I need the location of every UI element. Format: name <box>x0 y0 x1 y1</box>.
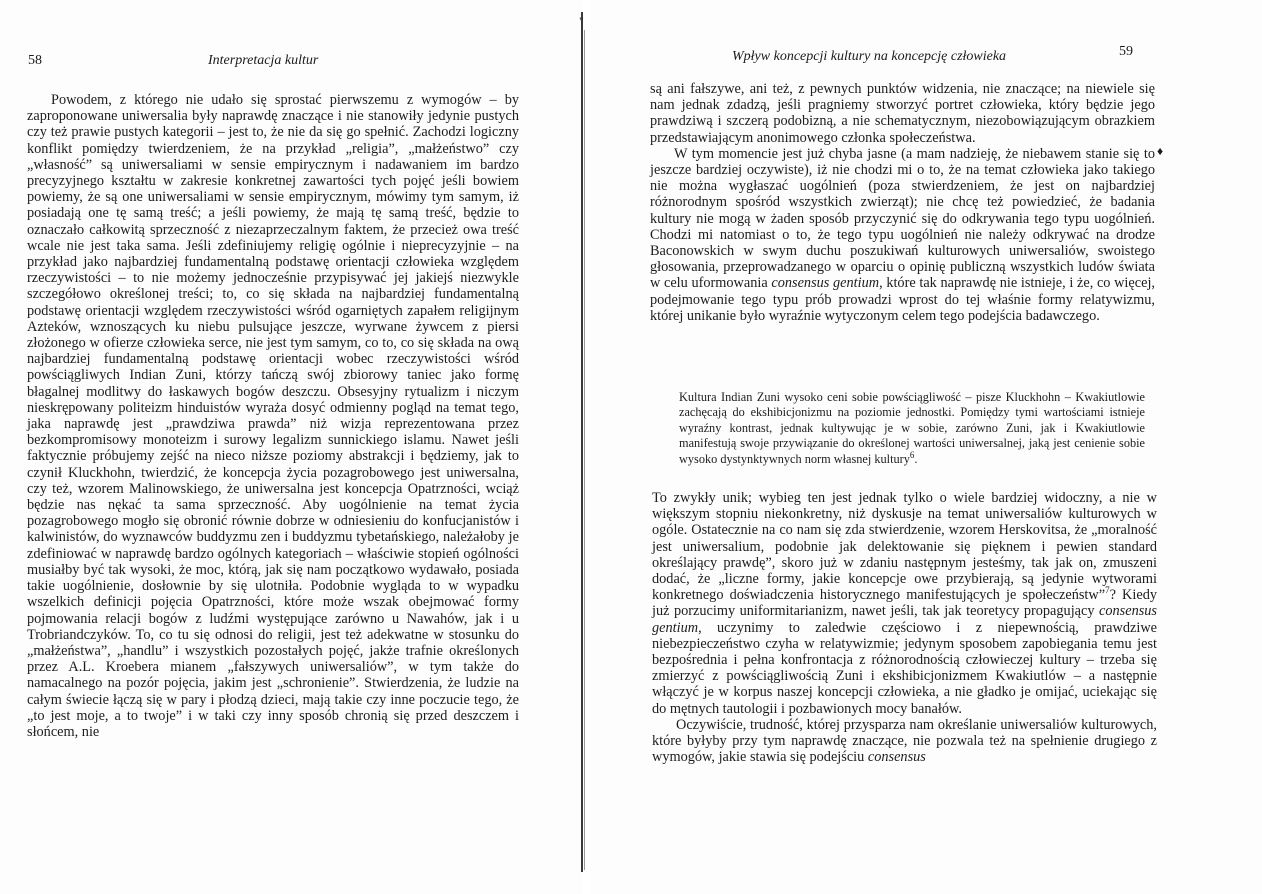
left-body-text <box>27 92 519 740</box>
paragraph <box>652 717 1157 766</box>
gutter-shadow <box>584 30 585 870</box>
italic-term: consensus gentium <box>771 275 880 292</box>
italic-term: consensus <box>867 749 926 766</box>
footnote-ref: 7 <box>1105 585 1110 596</box>
text-run: Kultura Indian Zuni wysoko ceni sobie powściągliwość – pisze Kluckhohn – Kwakiutlowie zachęcają do ekshibicjonizmu na poziomie jednostki. Pomiędzy tymi wartościami istnieje wyraźny kontrast, jednak kultywując je w sobie, zarówno Zuni, jak i Kwakiutlowie manifestują swoje przywiązanie do określonej wartości uniwersalnej, jaką jest cenienie sobie wysoko dystynktywnych norm własnej kultury <box>679 390 1145 466</box>
text-run: ? Kiedy już porzucimy uniformitarianizm, nawet jeśli, tak jak teoretycy propagujący <box>652 587 1157 620</box>
right-bottom-text <box>652 490 1157 765</box>
block-quote <box>679 390 1145 467</box>
page-number-left: 58 <box>28 53 42 68</box>
text-run: , które tak naprawdę nie istnieje, i że, co więcej, podejmowanie tego typu prób prowadzi wprost do tej właśnie formy relatywizmu, której unikanie było wyraźnie wytyczonym celem tego podejścia badawczego. <box>650 275 1155 324</box>
margin-mark: ♦ <box>1157 144 1164 158</box>
running-head-right: Wpływ koncepcji kultury na koncepcję człowieka <box>732 49 1007 64</box>
paragraph: Powodem, z którego nie udało się sprostać pierwszemu z wymogów – by zaproponowane uniwersalia były naprawdę znaczące i nie stanowiły jedynie pustych czy też prawie pustych kategorii – jest to, że nie da się go spełnić. Zachodzi logiczny konflikt pomiędzy twierdzeniem, że na przykład „religia”, „małżeństwo” czy „własność” są uniwersaliami w sensie empirycznym i nadawaniem im bardzo precyzyjnego kształtu w zakresie konkretnej zawartości tych pojęć jeśli bowiem powiemy, że są one uniwersaliami w sensie empirycznym, mówimy tym samym, iż posiadają one tę samą treść; a jeśli powiemy, że mają tę samą treść, będzie to oznaczało całkowitą sprzeczność z niezaprzeczalnym faktem, że przecież owa treść wcale nie jest taka sama. Jeśli zdefiniujemy religię ogólnie i nieprecyzyjnie – na przykład jako najbardziej fundamentalną podstawę orientacji człowieka względem rzeczywistości – to nie możemy jednocześnie przypisywać jej jakiejś niezwykle szczegółowo określonej treści; to, co się składa na najbardziej fundamentalną podstawę orientacji względem rzeczywistości wśród ogarniętych zapałem religijnym Azteków, wznoszących ku niebu pulsujące jeszcze, wyrwane żywcem z piersi złożonego w ofierze człowieka serce, nie jest tym samym, co to, co się składa na ową najbardziej fundamentalną podstawę orientacji wobec rzeczywistości wśród powściągliwych Indian Zuni, którzy tańczą swój zbiorowy taniec jako formę błagalnej modlitwy do łaskawych bogów deszczu. Obsesyjny rytualizm i niczym nieskrępowany politeizm hinduistów wyraża dosyć odmienny pogląd na temat tego, jaka naprawdę jest „prawdziwa prawda” niż wizja reprezentowana przez bezkompromisowy monoteizm i surowy legalizm sunnickiego islamu. Nawet jeśli faktycznie próbujemy zejść na nieco niższe poziomy abstrakcji i będziemy, jak to czynił Kluckhohn, twierdzić, że koncepcja życia pozagrobowego jest uniwersalna, czy też, wzorem Malinowskiego, że uniwersalna jest koncepcja Opatrzności, wciąż będzie nas nękać ta sama sprzeczność. Aby uogólnienie na temat życia pozagrobowego mogło się obronić równie dobrze w odniesieniu do konfucjanistów i kalwinistów, do wyznawców buddyzmu zen i buddyzmu tybetańskiego, należałoby je zdefiniować w naprawdę bardzo ogólnych kategoriach – właściwie stopień ogólności musiałby być tak wysoki, że moc, którą, jak się nam początkowo wydawało, posiada takie uogólnienie, dosłownie by się ulotniła. Podobnie wygląda to w wypadku wszelkich definicji pojęcia Opatrzności, które może wszak obejmować formy pojmowania relacji bogów z ludźmi występujące zarówno u Nawahów, jak i u Trobriandczyków. To, co tu się odnosi do religii, jest też adekwatne w stosunku do „małżeństwa”, „handlu” i wszystkich pozostałych pojęć, jakże trafnie określonych przez A.L. Kroebera mianem „fałszywych uniwersaliów”, w tym także do namacalnego na pozór pojęcia, jakim jest „schronienie”. Stwierdzenia, że ludzie na całym świecie łączą się w pary i płodzą dzieci, mają takie czy inne poczucie tego, że „to jest moje, a to twoje” i w taki czy inny sposób chronią się przed deszczem i słońcem, nie <box>27 92 519 740</box>
paragraph <box>650 146 1155 324</box>
paragraph <box>652 490 1157 717</box>
text-run: Oczywiście, trudność, której przysparza nam określanie uniwersaliów kulturowych, które byłyby przy tym naprawdę znaczące, nie pozwala też na spełnienie drugiego z wymogów, jakie stawia się podejściu <box>652 716 1157 766</box>
gutter-line <box>581 12 583 872</box>
quote-text <box>679 390 1145 467</box>
paragraph: są ani fałszywe, ani też, z pewnych punktów widzenia, nie znaczące; na niewiele się nam jednak zdadzą, jeśli pragniemy stworzyć portret człowieka, który będzie jego prawdziwą i szczerą podobizną, a nie schematycznym, niezobowiązującym obrazkiem przedstawiającym anonimowego członka społeczeństwa. <box>650 81 1155 146</box>
page-number-right: 59 <box>1119 44 1133 59</box>
running-head-left: Interpretacja kultur <box>208 53 319 68</box>
text-run: , uczynimy to zaledwie częściowo i z niepewnością, prawdziwe niebezpieczeństwo czyha w relatywizmie; jedynym sposobem zapobiegania temu jest bezpośrednia i pełna konfrontacja z różnorodnością człowieczej kultury – trzeba się zmierzyć z powściągliwością Zuni i ekshibicjonizmem Kwakiutlów – a następnie włączyć je w korpus naszej koncepcji człowieka, a nie gładko je omijać, uciekając się do mętnych tautologii i pozbawionych mocy banałów. <box>652 619 1157 717</box>
gutter-mark: " <box>579 14 584 28</box>
text-run: . <box>914 451 918 466</box>
text-run: W tym momencie jest już chyba jasne (a mam nadzieję, że niebawem stanie się to jeszcze bardziej oczywiste), iż nie chodzi mi o to, że na temat człowieka jako takiego nie można wygłaszać uogólnień (poza stwierdzeniem, że jest on najbardziej różnorodnym spośród wszystkich zwierząt); nie chcę też powiedzieć, że badania kultury nie mogą w żaden sposób przyczynić się do odkrywania tego typu uogólnień. Chodzi mi natomiast o to, że tego typu uogólnień nie należy odkrywać na drodze Baconowskich w swym duchu poszukiwań kulturowych uniwersaliów, swoistego głosowania, przeprowadzanego w oparciu o opinię publiczną wszystkich ludów świata w celu uformowania <box>650 145 1155 292</box>
right-top-text <box>650 81 1155 324</box>
text-run: To zwykły unik; wybieg ten jest jednak tylko o wiele bardziej widoczny, a nie w większym stopniu niekonkretny, niż dyskusje na temat uniwersaliów kulturowych w ogóle. Ostatecznie na co nam się zda stwierdzenie, wzorem Herskovitsa, że „moralność jest uniwersalium, podobnie jak delektowanie się pięknem i pewien standard określający prawdę”, skoro już w zdaniu następnym jesteśmy, tak jak on, zmuszeni dodać, że „liczne formy, jakie koncepcje owe przybierają, są jedynie wytworami konkretnego doświadczenia historycznego manifestujących je społeczeństw” <box>652 490 1157 604</box>
footnote-ref: 6 <box>909 449 915 460</box>
italic-term: consensus gentium <box>652 603 1157 636</box>
